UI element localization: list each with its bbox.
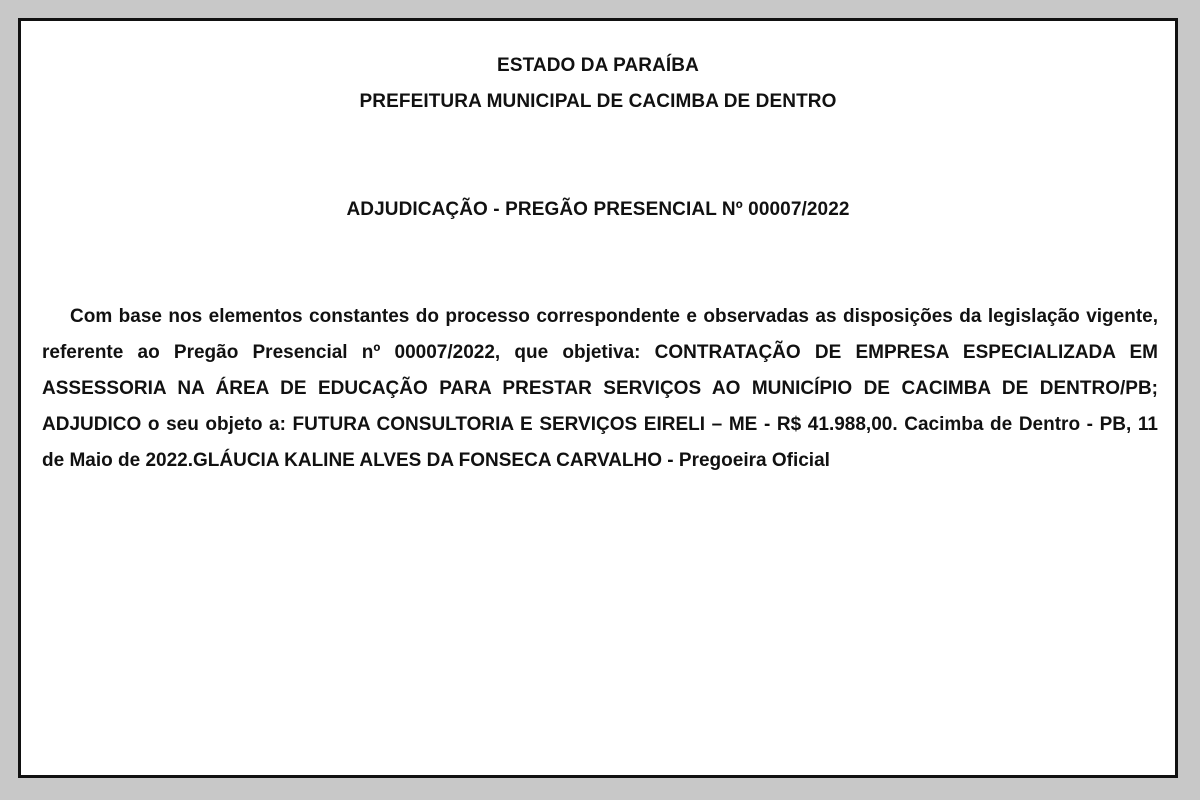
state-heading: ESTADO DA PARAÍBA — [497, 55, 699, 76]
document-page — [18, 18, 1178, 778]
notice-body: Com base nos elementos constantes do processo correspondente e observadas as disposições da legislação vigente, referente ao Pregão Presencial nº 00007/2022, que objetiva: CONTRATAÇÃO DE EMPRESA ESPECIALIZADA EM ASSESSORIA NA ÁREA DE EDUCAÇÃO PARA PRESTAR SERVIÇOS AO MUNICÍPIO DE CACIMBA DE DENTRO/PB; ADJUDICO o seu objeto a: FUTURA CONSULTORIA E SERVIÇOS EIRELI – ME - R$ 41.988,00. Cacimba de Dentro - PB, 11 de Maio de 2022.GLÁUCIA KALINE ALVES DA FONSECA CARVALHO - Pregoeira Oficial — [42, 306, 1158, 471]
notice-title: ADJUDICAÇÃO - PREGÃO PRESENCIAL Nº 00007/2022 — [346, 199, 850, 220]
municipality-heading: PREFEITURA MUNICIPAL DE CACIMBA DE DENTRO — [359, 91, 837, 112]
